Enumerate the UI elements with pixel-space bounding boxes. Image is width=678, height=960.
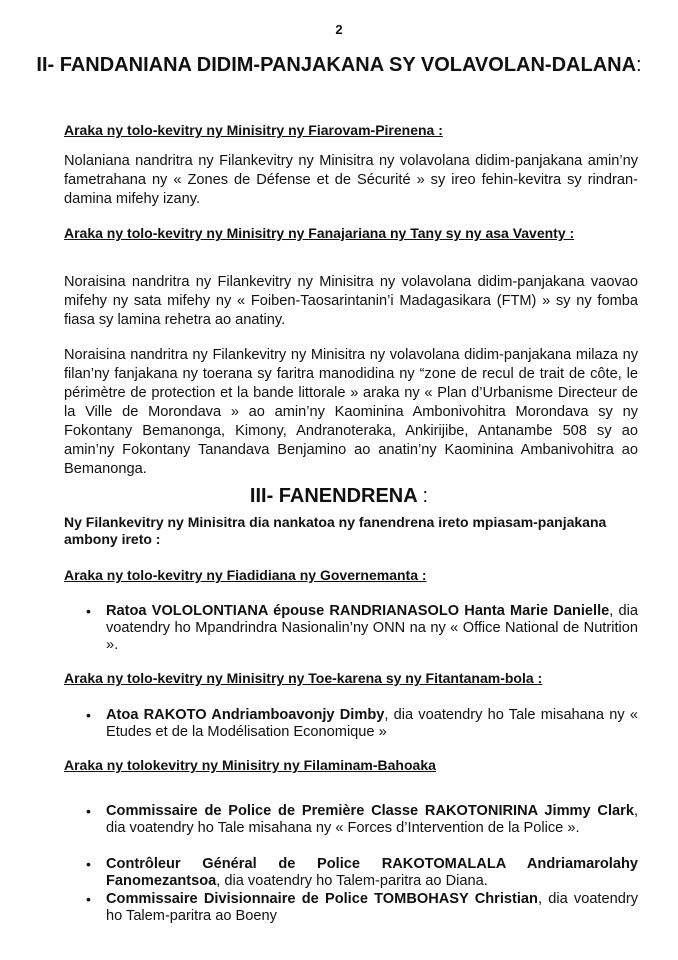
appointment-item — [106, 707, 638, 741]
bullet-marker: • — [86, 603, 91, 619]
appointment-role: , dia voatendry ho Mpandrindra Nasionalin’ny ONN na ny « Office National de Nutrition ». — [106, 603, 638, 653]
section-3-heading-colon: : — [422, 485, 429, 507]
appointee-name: Ratoa VOLOLONTIANA épouse RANDRIANASOLO Hanta Marie Danielle — [106, 603, 610, 619]
appointment-role: , dia voatendry ho Tale misahana ny « Forces d’Intervention de la Police ». — [106, 803, 638, 836]
appointment-item — [106, 856, 638, 890]
bullet-marker: • — [86, 891, 91, 907]
appointment-group-title-public-security: Araka ny tolokevitry ny Minisitry ny Filaminam-Bahoaka — [64, 757, 436, 773]
section-3-intro: Ny Filankevitry ny Minisitra dia nankatoa ny fanendrena ireto mpiasam-panjakana ambony ireto : — [64, 514, 607, 547]
section-3-heading-text: III- FANENDRENA — [249, 485, 417, 507]
section-2-heading-colon: : — [636, 54, 642, 76]
appointment-role: , dia voatendry ho Talem-paritra ao Diana. — [216, 873, 488, 889]
appointee-name: Contrôleur Général de Police RAKOTOMALALA Andriamarolahy Fanomezantsoa — [106, 856, 638, 889]
appointee-name: Commissaire Divisionnaire de Police TOMBOHASY Christian — [106, 891, 538, 907]
bullet-marker: • — [86, 803, 91, 819]
appointment-role: , dia voatendry ho Tale misahana ny « Etudes et de la Modélisation Economique » — [106, 707, 638, 740]
section-2-subheading-defense: Araka ny tolo-kevitry ny Minisitry ny Fiarovam-Pirenena : — [64, 122, 443, 138]
appointment-role: , dia voatendry ho Talem-paritra ao Boeny — [106, 891, 638, 924]
section-2-heading-text: II- FANDANIANA DIDIM-PANJAKANA SY VOLAVOLAN-DALANA — [36, 54, 637, 76]
section-2-subheading-land-planning: Araka ny tolo-kevitry ny Minisitry ny Fanajariana ny Tany sy ny asa Vaventy : — [64, 225, 575, 241]
appointee-name: Atoa RAKOTO Andriamboavonjy Dimby — [106, 707, 385, 723]
appointment-item — [106, 603, 638, 654]
appointment-item — [106, 803, 638, 837]
bullet-marker: • — [86, 856, 91, 872]
page-number: 2 — [335, 22, 343, 37]
bullet-marker: • — [86, 707, 91, 723]
paragraph-defense-zones: Nolaniana nandritra ny Filankevitry ny Minisitra ny volavolana didim-panjakana amin’ny fametrahana ny « Zones de Défense et de Sécurité » sy ireo fehin-kevitra sy rindran-damina mifehy izany. — [64, 153, 638, 207]
appointee-name: Commissaire de Police de Première Classe RAKOTONIRINA Jimmy Clark — [106, 803, 634, 819]
paragraph-morondava-coastline: Noraisina nandritra ny Filankevitry ny Minisitra ny volavolana didim-panjakana milaza ny filan’ny fanjakana ny toerana sy faritra manodidina ny “zone de recul de trait de côte, le périmètre de protection et la bande littorale » araka ny « Plan d’Urbanisme Directeur de la Ville de Morondava » ao amin’ny Kaominina Ambonivohitra Morondava sy ny Fokontany Bemanonga, Kimony, Andranoteraka, Ankirijibe, Antanambe 508 sy ao amin’ny Fokontany Tanandava Benjamino ao anatin’ny Kaominina Ambanivohitra ao Bemanonga. — [64, 347, 638, 477]
appointment-item — [106, 891, 638, 925]
section-3-heading — [0, 484, 678, 508]
paragraph-ftm-statute: Noraisina nandritra ny Filankevitry ny Minisitra ny volavolana didim-panjakana vaovao mifehy ny sata mifehy ny « Foiben-Taosarintanin’i Madagasikara (FTM) » sy ny fomba fiasa sy lamina rehetra ao anatiny. — [64, 274, 638, 328]
appointment-group-title-government: Araka ny tolo-kevitry ny Fiadidiana ny Governemanta : — [64, 567, 427, 583]
appointment-group-title-economy: Araka ny tolo-kevitry ny Minisitry ny Toe-karena sy ny Fitantanam-bola : — [64, 670, 543, 686]
section-2-heading — [0, 54, 678, 77]
